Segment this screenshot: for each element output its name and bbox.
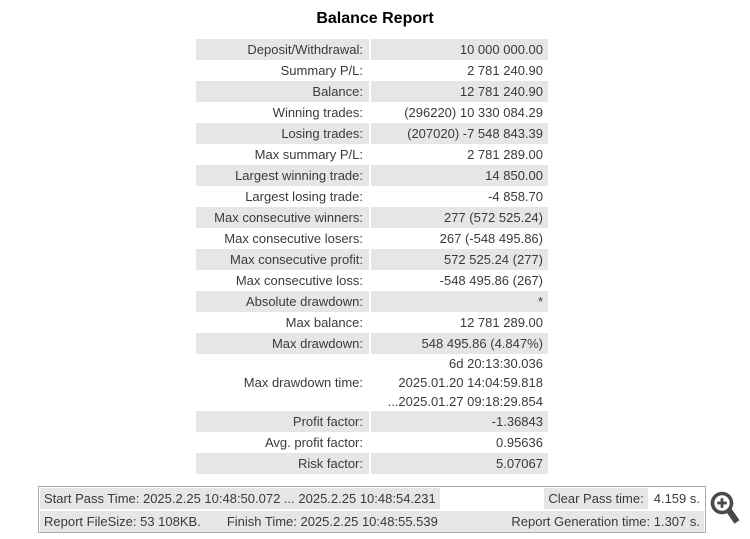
row-label: Absolute drawdown: bbox=[196, 291, 369, 312]
table-row bbox=[196, 144, 548, 165]
row-value: 14 850.00 bbox=[371, 165, 548, 186]
row-label: Max consecutive losers: bbox=[224, 231, 363, 246]
row-value: 12 781 240.90 bbox=[371, 81, 548, 102]
row-value-line: 2025.01.20 14:04:59.818 bbox=[398, 375, 543, 390]
table-row bbox=[196, 333, 548, 354]
row-value: 0.95636 bbox=[496, 435, 543, 450]
zoom-in-button[interactable] bbox=[709, 490, 745, 530]
finish-time: Finish Time: 2025.2.25 10:48:55.539 bbox=[226, 514, 438, 529]
clear-pass-time-value: 4.159 s. bbox=[650, 488, 704, 509]
row-value: 572 525.24 (277) bbox=[371, 249, 548, 270]
row-label: Max drawdown: bbox=[196, 333, 369, 354]
status-row-report bbox=[40, 511, 704, 532]
table-row bbox=[196, 165, 548, 186]
row-label: Largest winning trade: bbox=[196, 165, 369, 186]
start-pass-time: Start Pass Time: 2025.2.25 10:48:50.072 ... 2025.2.25 10:48:54.231 bbox=[40, 488, 440, 509]
page-title: Balance Report bbox=[316, 10, 434, 27]
row-label: Winning trades: bbox=[272, 105, 363, 120]
balance-report-table bbox=[196, 39, 548, 474]
row-value: 277 (572 525.24) bbox=[371, 207, 548, 228]
row-label: Profit factor: bbox=[196, 411, 369, 432]
table-row bbox=[196, 186, 548, 207]
row-value-line: 6d 20:13:30.036 bbox=[449, 356, 543, 371]
clear-pass-time-label: Clear Pass time: bbox=[544, 488, 647, 509]
row-value: 267 (-548 495.86) bbox=[439, 231, 543, 246]
row-value: 548 495.86 (4.847%) bbox=[371, 333, 548, 354]
status-bar bbox=[38, 486, 706, 533]
row-label: Max consecutive profit: bbox=[196, 249, 369, 270]
table-row bbox=[196, 354, 548, 411]
row-value: 5.07067 bbox=[371, 453, 548, 474]
row-value: 10 000 000.00 bbox=[371, 39, 548, 60]
table-row bbox=[196, 312, 548, 333]
row-label: Max drawdown time: bbox=[243, 375, 363, 390]
table-row bbox=[196, 228, 548, 249]
table-row bbox=[196, 270, 548, 291]
row-value: (296220) 10 330 084.29 bbox=[404, 105, 543, 120]
row-value: 2 781 289.00 bbox=[467, 147, 543, 162]
row-label: Losing trades: bbox=[196, 123, 369, 144]
row-value: -548 495.86 (267) bbox=[439, 273, 543, 288]
table-row bbox=[196, 207, 548, 228]
row-label: Max summary P/L: bbox=[254, 147, 363, 162]
row-value bbox=[371, 354, 548, 411]
row-label: Max consecutive winners: bbox=[196, 207, 369, 228]
row-value: -4 858.70 bbox=[488, 189, 543, 204]
table-row bbox=[196, 249, 548, 270]
row-value: (207020) -7 548 843.39 bbox=[371, 123, 548, 144]
row-value-line: ...2025.01.27 09:18:29.854 bbox=[387, 394, 543, 409]
row-label: Summary P/L: bbox=[280, 63, 363, 78]
table-row bbox=[196, 411, 548, 432]
row-label: Max consecutive loss: bbox=[235, 273, 363, 288]
table-row bbox=[196, 102, 548, 123]
row-label: Risk factor: bbox=[196, 453, 369, 474]
row-label: Max balance: bbox=[285, 315, 363, 330]
row-value: -1.36843 bbox=[371, 411, 548, 432]
report-generation-time: Report Generation time: 1.307 s. bbox=[511, 514, 700, 529]
row-value: * bbox=[371, 291, 548, 312]
table-row bbox=[196, 81, 548, 102]
table-row bbox=[196, 291, 548, 312]
row-label: Balance: bbox=[196, 81, 369, 102]
table-row bbox=[196, 39, 548, 60]
magnifier-plus-icon bbox=[709, 518, 745, 533]
row-value: 12 781 289.00 bbox=[459, 315, 543, 330]
table-row bbox=[196, 123, 548, 144]
table-row bbox=[196, 453, 548, 474]
table-row bbox=[196, 432, 548, 453]
status-row-pass bbox=[40, 488, 704, 509]
row-label: Avg. profit factor: bbox=[264, 435, 363, 450]
report-filesize: Report FileSize: 53 108KB. bbox=[44, 514, 201, 529]
row-label: Largest losing trade: bbox=[245, 189, 363, 204]
report-status-segment bbox=[40, 511, 704, 532]
row-label: Deposit/Withdrawal: bbox=[196, 39, 369, 60]
table-row bbox=[196, 60, 548, 81]
status-gap bbox=[201, 511, 227, 532]
status-spacer bbox=[442, 488, 543, 509]
row-value: 2 781 240.90 bbox=[467, 63, 543, 78]
